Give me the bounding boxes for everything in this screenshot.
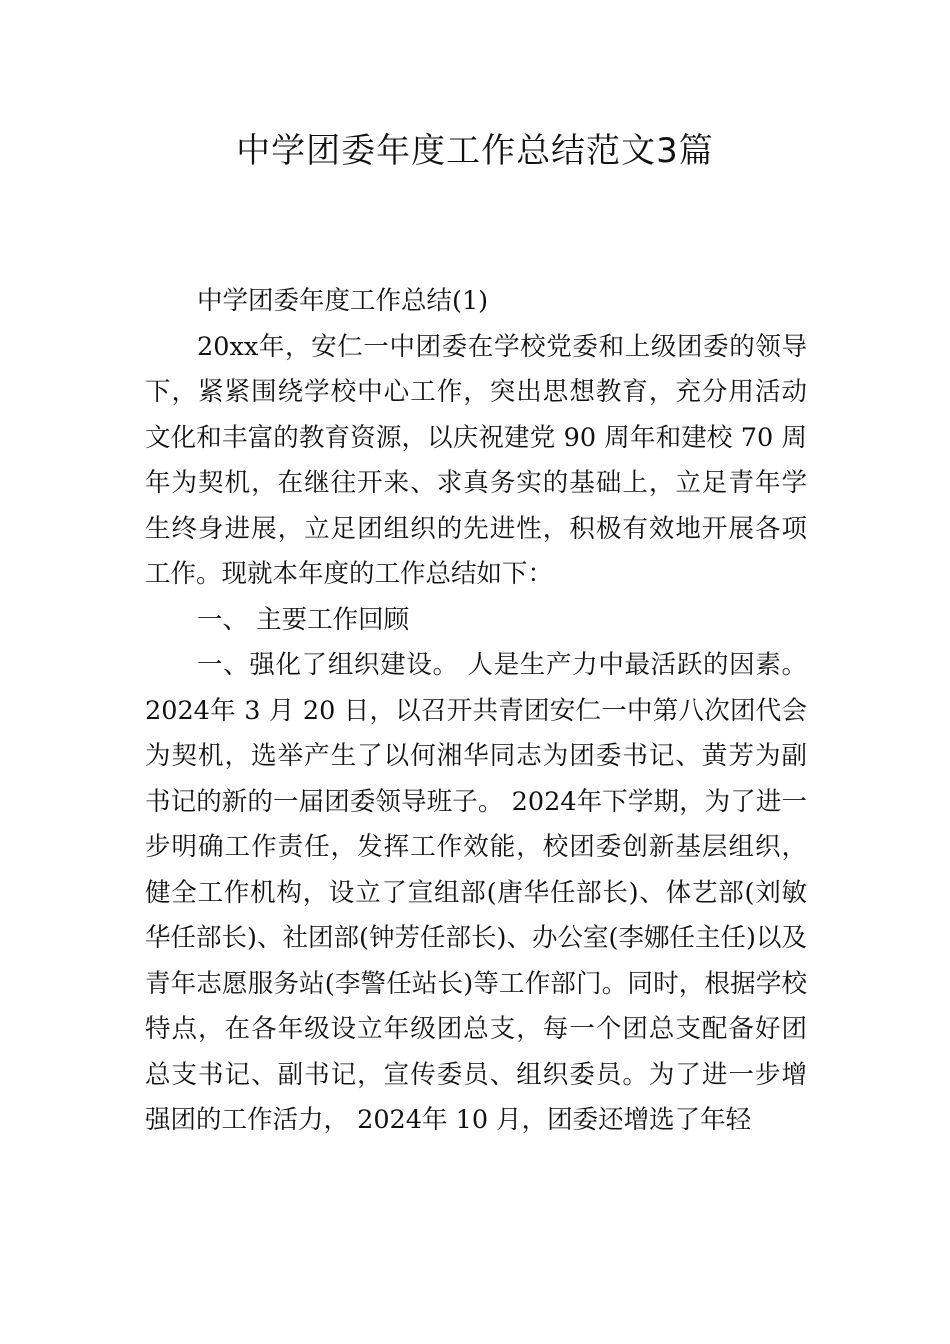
paragraph-main-review-heading: 一、 主要工作回顾 <box>197 604 410 635</box>
paragraph-organization: 一、强化了组织建设。 人是生产力中最活跃的因素。 2024年 3 月 20 日，以召开共青团安仁一中第八次团代会为契机，选举产生了以何湘华同志为团委书记、黄芳为副书记的新的一届团委领导班子。 2024年下学期，为了进一步明确工作责任，发挥工作效能，校团委创新基层组织，健全工作机构，设立了宣组部(唐华任部长)、体艺部(刘敏华任部长)、社团部(钟芳任部长)、办公室(李娜任主任)以及青年志愿服务站(李警任站长)等工作部门。同时，根据学校特点，在各年级设立年级团总支，每一个团总支配备好团总支书记、副书记，宣传委员、组织委员。为了进一步增强团的工作活力， 2024年 10 月，团委还增选了年轻 <box>145 650 807 1135</box>
document-body <box>145 279 807 1144</box>
document-title: 中学团委年度工作总结范文3篇 <box>236 131 714 171</box>
section-heading: 中学团委年度工作总结(1) <box>197 286 489 316</box>
paragraph-intro: 20xx年，安仁一中团委在学校党委和上级团委的领导下，紧紧围绕学校中心工作，突出思想教育，充分用活动文化和丰富的教育资源，以庆祝建党 90 周年和建校 70 周年为契机，在继往开来、求真务实的基础上，立足青年学生终身进展，立足团组织的先进性，积极有效地开展各项工作。现就本年度的工作总结如下： <box>145 331 807 589</box>
